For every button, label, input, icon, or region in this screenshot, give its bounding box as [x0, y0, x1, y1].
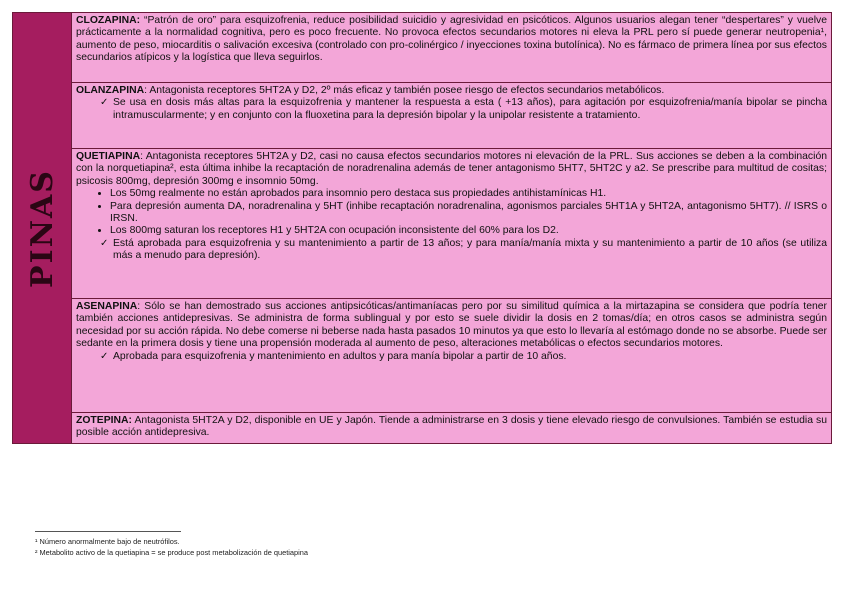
drug-name: CLOZAPINA: [76, 15, 141, 26]
check-list [76, 238, 827, 263]
check-item: ✓ Está aprobada para esquizofrenia y su mantenimiento a partir de 13 años; y para manía/manía mixta y su mantenimiento a partir de 10 años (se utiliza más a menudo para depresión). [100, 238, 827, 263]
drug-name: QUETIAPINA [76, 151, 141, 162]
check-item: ✓ Se usa en dosis más altas para la esquizofrenia y mantener la respuesta a esta ( +13 años), para agitación por esquizofrenia/manía bipolar se pincha intramuscularmente; y en conjunto con la fluoxetina para la depresión bipolar y la unipolar resistente a tratamiento. [100, 97, 827, 122]
drug-description: : Antagonista receptores 5HT2A y D2, 2º más eficaz y también posee riesgo de efectos secundarios metabólicos. [144, 85, 665, 96]
row-text [76, 301, 827, 351]
table-rows [72, 13, 831, 443]
drug-name: ASENAPINA [76, 301, 138, 312]
bullet-item: • Los 50mg realmente no están aprobados para insomnio pero destaca sus propiedades antihistamínicas H1. [110, 188, 827, 200]
bullet-item: • Los 800mg saturan los receptores H1 y 5HT2A con ocupación inconsistente del 60% para los D2. [110, 225, 827, 237]
drug-description: : Sólo se han demostrado sus acciones antipsicóticas/antimaníacas pero por su similitud química a la mirtazapina se considera que podría tener también acciones antidepresivas. Se administra de forma sublingual y por esto se suele dividir la dosis en 2 tomas/día; en otros casos se administra según necesidad por su acción rápida. No debe comerse ni beberse nada hasta pasados 10 minutos ya que esto lo llevaría al estómago donde no se absorbe. Puede ser sedante en la primera dosis y tiene una propensión moderada al aumento de peso, alteraciones metabólicas o efectos secundarios motores. [76, 301, 827, 350]
antipsychotics-table [12, 12, 832, 444]
row-zotepina [72, 413, 831, 443]
row-asenapina [72, 299, 831, 413]
row-text [76, 15, 827, 65]
drug-description: Antagonista 5HT2A y D2, disponible en UE y Japón. Tiende a administrarse en 3 dosis y tiene elevado riesgo de convulsiones. También se estudia su posible acción antidepresiva. [76, 415, 827, 439]
side-header [13, 13, 72, 443]
check-item: ✓ Aprobada para esquizofrenia y mantenimiento en adultos y para manía bipolar a partir de 10 años. [100, 351, 827, 363]
row-text [76, 85, 827, 97]
footnote-separator [35, 531, 181, 532]
bullet-list [76, 188, 827, 238]
footnote-2: ² Metabolito activo de la quetiapina = se produce post metabolización de quetiapina [35, 548, 309, 557]
bullet-item: • Para depresión aumenta DA, noradrenalina y 5HT (inhibe recaptación noradrenalina, agonismos parciales 5HT1A y 5HT2A, antagonismo 5HT7). // ISRS o IRSN. [110, 201, 827, 226]
row-clozapina [72, 13, 831, 83]
check-list [76, 351, 827, 363]
row-quetiapina [72, 149, 831, 299]
side-label: PINAS [24, 168, 60, 288]
drug-name: OLANZAPINA [76, 85, 145, 96]
row-text [76, 415, 827, 440]
check-list [76, 97, 827, 122]
drug-description: “Patrón de oro” para esquizofrenia, reduce posibilidad suicidio y agresividad en psicóticos. Algunos usuarios alegan tener “despertares” y vuelve prácticamente a la normalidad cognitiva, pero es poco frecuente. No provoca efectos secundarios motores ni eleva la PRL pero sí puede generar neutropenia¹, aumento de peso, miocarditis o salivación excesiva (controlado con pro-colinérgico / inyecciones toxina butolínica). No es fármaco de primera línea por sus efectos secundarios atípicos y la logística que lleva seguirlos. [76, 15, 827, 64]
footnote-1: ¹ Número anormalmente bajo de neutrófilos. [35, 537, 180, 546]
row-text [76, 151, 827, 188]
drug-name: ZOTEPINA: [76, 415, 132, 426]
drug-description: : Antagonista receptores 5HT2A y D2, casi no causa efectos secundarios motores ni elevación de la PRL. Sus acciones se deben a la combinación con la norquetiapina², esta última inhibe la recaptación de noradrenalina además de tener antagonismo 5HT7, 5HT2C y a2. Se prescribe para multitud de cositas; psicosis 800mg, depresión 300mg e insomnio 50mg. [76, 151, 827, 187]
row-olanzapina [72, 83, 831, 149]
